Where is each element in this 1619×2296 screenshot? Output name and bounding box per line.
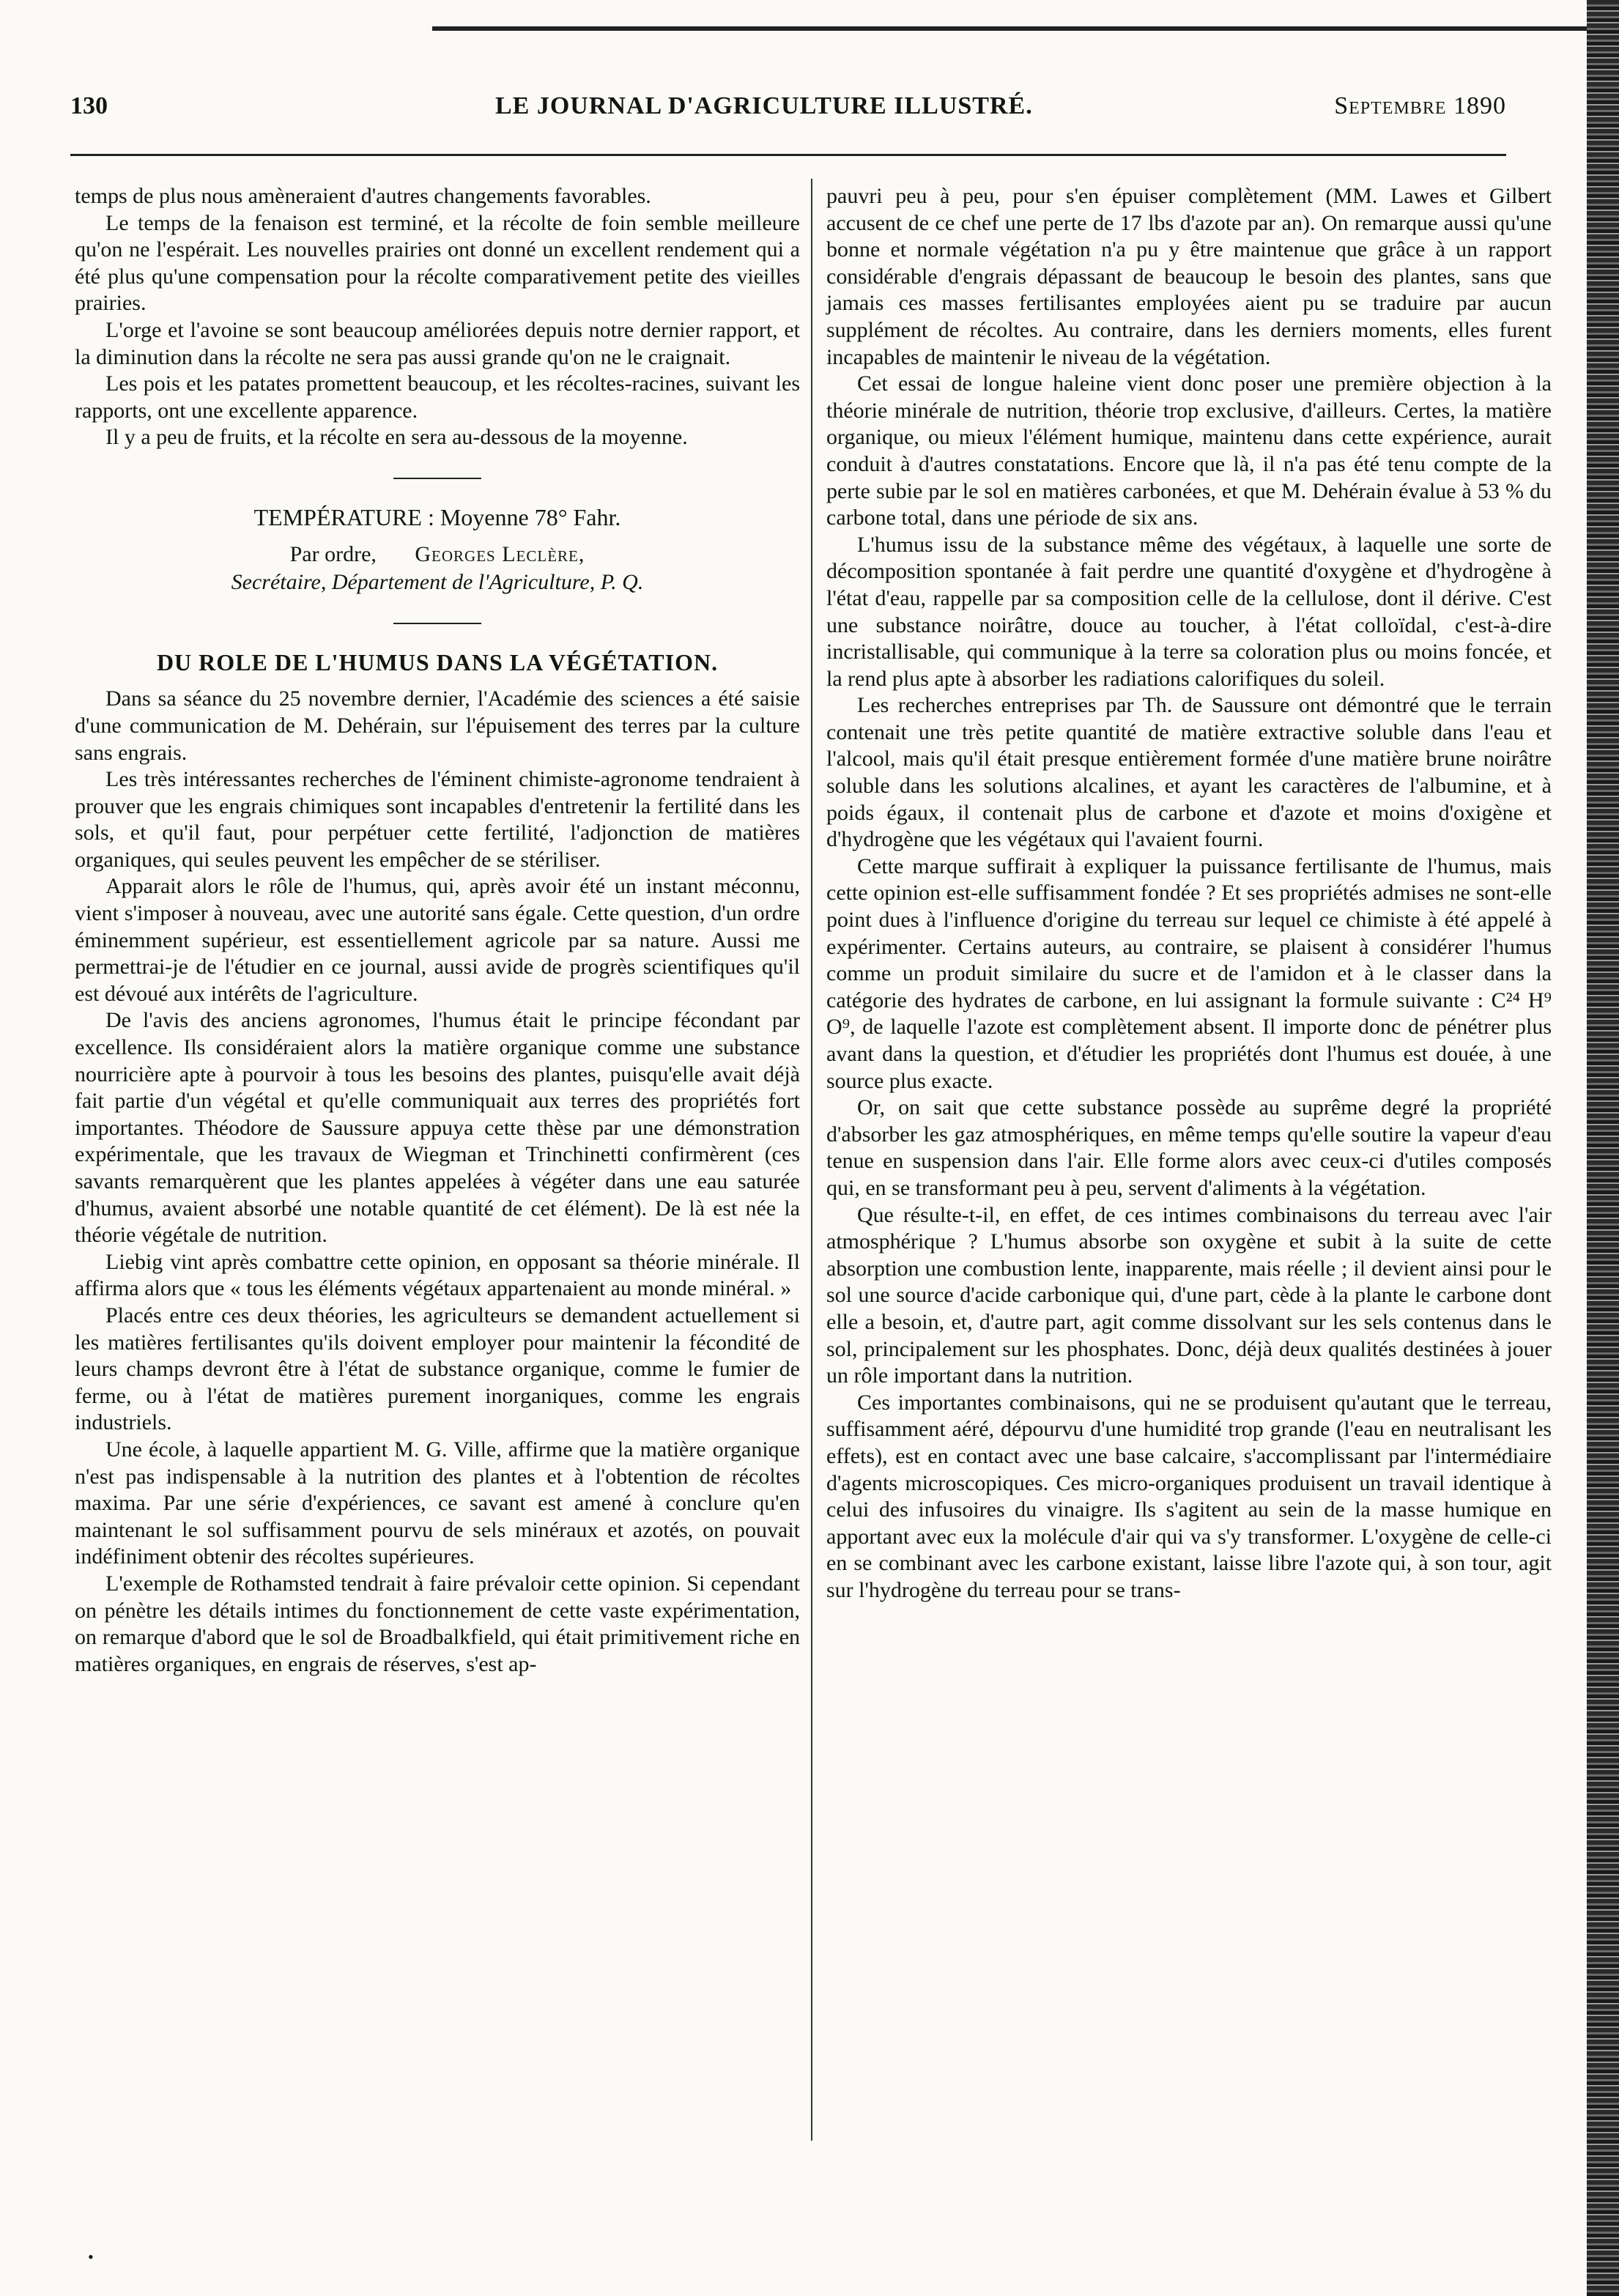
paragraph: Il y a peu de fruits, et la récolte en sera au-dessous de la moyenne. <box>105 425 688 450</box>
column-divider <box>811 179 812 2141</box>
issue-date: Septembre 1890 <box>1334 92 1506 119</box>
paragraph: Apparait alors le rôle de l'humus, qui, après avoir été un instant méconnu, vient s'imposer à nouveau, avec une autorité sans égale. Cette question, d'un ordre éminemment supérieur, est essentiellement agricole par sa nature. Aussi me permettrai-je de l'étudier en ce journal, aussi avide de progrès scientifiques qu'il est dévoué aux intérêts de l'agriculture. <box>75 874 800 1006</box>
paragraph: Liebig vint après combattre cette opinion, en opposant sa théorie minérale. Il affirma alors que « tous les éléments végétaux appartenaient au monde minéral. » <box>75 1249 800 1301</box>
paragraph: Ces importantes combinaisons, qui ne se produisent qu'autant que le terreau, suffisamment aéré, dépourvu d'une humidité trop grande (l'eau en neutralisant les effets), est en contact avec une base calcaire, s'accomplissant par l'intermédiaire d'agents microscopiques. Ces micro-organiques produisent un travail identique à celui des infusoires du vinaigre. Ils s'agitent au sein de la masse humique en apportant avec eux la molécule d'air qui va s'y transformer. L'oxygène de celle-ci en se combinant avec les carbone existant, laisse libre l'azote qui, à son tour, agit sur l'hydrogène du terreau pour se trans- <box>826 1390 1552 1602</box>
paragraph: Que résulte-t-il, en effet, de ces intimes combinaisons du terreau avec l'air atmosphérique ? L'humus absorbe son oxygène et subit à la suite de cette absorption une combustion lente, inapparente, mais réelle ; il devient ainsi pour le sol une source d'acide carbonique qui, d'une part, cède à la plante le carbone dont elle a besoin, et, d'autre part, agit comme dissolvant sur les sels contenus dans le sol, principalement sur les phosphates. Donc, déjà deux qualités destinées à jouer un rôle important dans la nutrition. <box>826 1202 1552 1388</box>
signature <box>75 541 800 569</box>
section-title: DU ROLE DE L'HUMUS DANS LA VÉGÉTATION. <box>156 648 719 675</box>
stray-mark: • <box>88 2248 94 2266</box>
paragraph: L'humus issu de la substance même des végétaux, à laquelle une sorte de décomposition spontanée à fait perdre une quantité d'oxygène et d'hydrogène à l'état d'eau, rappelle par sa composition celle de la cellulose, dont il dérive. C'est une substance noirâtre, douce au toucher, à l'état colloïdal, c'est-à-dire incristallisable, qui communique à la terre sa coloration plus ou moins foncée, et la rend plus apte à absorber les radiations calorifiques du soleil. <box>826 532 1552 691</box>
paragraph: Placés entre ces deux théories, les agriculteurs se demandent actuellement si les matières fertilisantes qu'ils doivent employer pour maintenir la fécondité de leurs champs devront être à l'état de substance organique, comme le fumier de ferme, ou à l'état de matières purement inorganiques, comme les engrais industriels. <box>75 1303 800 1435</box>
signature-name: Georges Leclère, <box>415 541 585 566</box>
section-divider-rule <box>393 623 481 624</box>
signature-order: Par ordre, <box>289 541 377 566</box>
paragraph: Cette marque suffirait à expliquer la puissance fertilisante de l'humus, mais cette opinion est-elle suffisamment fondée ? Et ses propriétés admises ne sont-elle point dues à l'influence d'origine du terreau sur lequel ce chimiste à été appelé à expérimenter. Certains auteurs, au contraire, se plaisent à considérer l'humus comme un produit similaire du sucre et de l'amidon et à le classer dans la catégorie des hydrates de carbone, en lui assignant la formule suivante : C²⁴ H⁹ O⁹, de laquelle l'azote est complètement absent. Il importe donc de pénétrer plus avant dans la question, et d'étudier les propriétés dont l'humus est douée, à une source plus exacte. <box>826 853 1552 1093</box>
left-column <box>75 183 800 1678</box>
paragraph: L'orge et l'avoine se sont beaucoup améliorées depuis notre dernier rapport, et la diminution dans la récolte ne sera pas aussi grande qu'on ne le craignait. <box>75 317 800 369</box>
paragraph: Les pois et les patates promettent beaucoup, et les récoltes-racines, suivant les rapports, ont une excellente apparence. <box>75 371 800 423</box>
page-edge-shadow <box>1587 0 1619 2296</box>
paragraph: Dans sa séance du 25 novembre dernier, l'Académie des sciences a été saisie d'une communication de M. Dehérain, sur l'épuisement des terres par la culture sans engrais. <box>75 686 800 765</box>
paragraph: pauvri peu à peu, pour s'en épuiser complètement (MM. Lawes et Gilbert accusent de ce chef une perte de 17 lbs d'azote par an). On remarque aussi qu'une bonne et normale végétation n'a pu y être maintenue que grâce à un rapport considérable d'engrais dépassant de beaucoup le besoin des plantes, sans que jamais ces masses fertilisantes employées aient pu se traduire par aucun supplément de récoltes. Au contraire, dans les derniers moments, elles furent incapables de maintenir le niveau de la végétation. <box>826 184 1552 369</box>
signature-title: Secrétaire, Département de l'Agriculture, P. Q. <box>231 570 644 595</box>
section-divider-rule <box>393 478 481 479</box>
paragraph: L'exemple de Rothamsted tendrait à faire prévaloir cette opinion. Si cependant on pénètre les détails intimes du fonctionnement de cette vaste expérimentation, on remarque d'abord que le sol de Broadbalkfield, qui était primitivement riche en matières organiques, en engrais de réserves, s'est ap- <box>75 1571 800 1676</box>
paragraph: De l'avis des anciens agronomes, l'humus était le principe fécondant par excellence. Ils considéraient alors la matière organique comme une substance nourricière apte à pourvoir à tous les besoins des plantes, puisqu'elle avait déjà fait partie d'un végétal et qu'elle communiquait aux terres des propriétés fort importantes. Théodore de Saussure appuya cette thèse par une démonstration expérimentale, que les travaux de Wiegman et Trinchinetti confirmèrent (ces savants remarquèrent que les plantes appelées à végéter dans une eau saturée d'humus, avaient absorbé une notable quantité de cet élément). De là est née la théorie végétale de nutrition. <box>75 1008 800 1248</box>
top-border-rule <box>432 26 1587 31</box>
temperature-line: TEMPÉRATURE : Moyenne 78° Fahr. <box>253 503 621 530</box>
page-number: 130 <box>70 92 108 119</box>
paragraph: Cet essai de longue haleine vient donc poser une première objection à la théorie minérale de nutrition, théorie trop exclusive, d'ailleurs. Certes, la matière organique, ou mieux l'élément humique, maintenu dans cette expérience, aurait conduit à d'autres constatations. Encore que là, il n'a pas été tenu compte de la perte subie par le sol en matières carbonées, et que M. Dehérain évalue à 53 % du carbone total, dans une période de six ans. <box>826 371 1552 530</box>
page-header <box>70 92 1506 136</box>
paragraph: Le temps de la fenaison est terminé, et la récolte de foin semble meilleure qu'on ne l'espérait. Les nouvelles prairies ont donné un excellent rendement qui a été plus qu'une compensation pour la récolte comparativement petite des vieilles prairies. <box>75 210 800 316</box>
paragraph: Les recherches entreprises par Th. de Saussure ont démontré que le terrain contenait une très petite quantité de matière extractive soluble dans l'eau et l'alcool, mais qu'il était presque entièrement formée d'une matière brune noirâtre soluble dans les solutions alcalines, et ayant les caractères de l'albumine, et à poids égaux, il contenait plus de carbone et d'azote et moins d'oxigène et d'hydrogène que les végétaux qui l'avaient fourni. <box>826 693 1552 852</box>
paragraph: temps de plus nous amèneraient d'autres changements favorables. <box>75 184 651 208</box>
paragraph: Les très intéressantes recherches de l'éminent chimiste-agronome tendraient à prouver que les engrais chimiques sont incapables d'entretenir la fertilité dans les sols, et qu'il faut, pour perpétuer cette fertilité, l'adjonction de matières organiques, qui seules peuvent les empêcher de se stériliser. <box>75 767 800 872</box>
paragraph: Or, on sait que cette substance possède au suprême degré la propriété d'absorber les gaz atmosphériques, en même temps qu'elle soutire la vapeur d'eau tenue en suspension dans l'air. Elle forme alors avec ceux-ci d'utiles composés qui, en se transformant peu à peu, servent d'aliments à la végétation. <box>826 1095 1552 1200</box>
paragraph: Une école, à laquelle appartient M. G. Ville, affirme que la matière organique n'est pas indispensable à la nutrition des plantes et à l'obtention de récoltes maxima. Par une série d'expériences, ce savant est amené à conclure qu'en maintenant le sol suffisamment pourvu de sels minéraux et azotés, on pouvait indéfiniment obtenir des récoltes supérieures. <box>75 1437 800 1569</box>
journal-title: LE JOURNAL D'AGRICULTURE ILLUSTRÉ. <box>495 92 1033 119</box>
right-column <box>826 183 1552 1604</box>
header-rule <box>70 154 1506 156</box>
